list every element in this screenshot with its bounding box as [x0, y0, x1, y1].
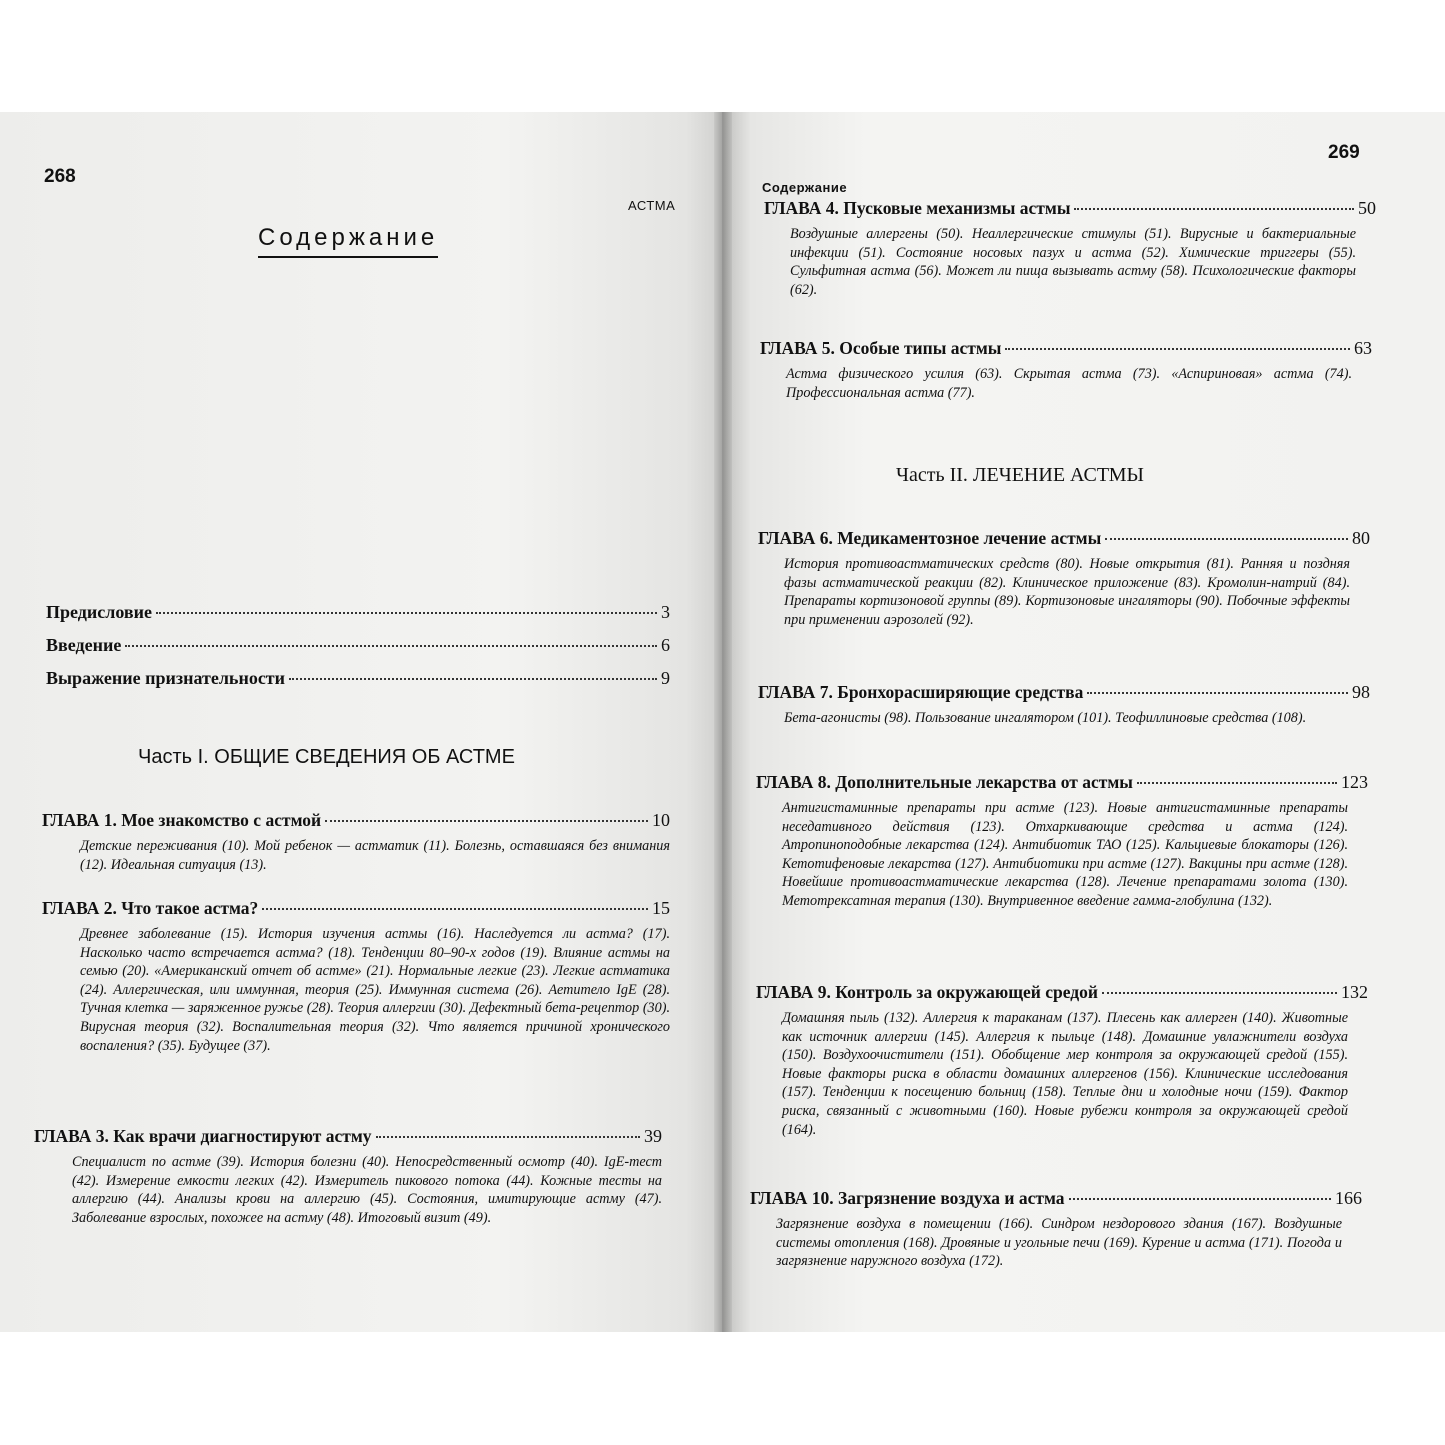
chapter-description: Домашняя пыль (132). Аллергия к тараканам (137). Плесень как аллерген (140). Животные как источник аллергии (145). Аллергия к пыльце (148). Домашние увлажнители воздуха (150). Воздухоочистители (151). Обобщение мер контроля за окружающей средой (155). Новые факторы риска в области домашних аллергенов (156). Клинические исследования (157). Тенденции к посещению больниц (158). Теплые дни и холодные ночи (159). Фактор риска, связанный с животными (160). Новые рубежи контроля за окружающей средой (164). — [782, 1010, 1348, 1138]
book-spread — [0, 112, 1445, 1332]
chapter-description: История противоастматических средств (80). Новые открытия (81). Ранняя и поздняя фазы астматической реакции (82). Клиническое приложение (83). Кромолин-натрий (84). Препараты кортизоновой группы (89). Кортизоновые ингаляторы (90). Побочные эффекты при применении аэрозолей (92). — [784, 556, 1350, 628]
page-number-left: 268 — [44, 166, 76, 187]
front-matter-label: Введение — [46, 635, 122, 655]
chapter-entry[interactable] — [42, 898, 670, 1055]
dot-leader — [1137, 782, 1337, 784]
chapter-title: ГЛАВА 9. Контроль за окружающей средой — [756, 982, 1098, 1002]
chapter-description: Древнее заболевание (15). История изучения астмы (16). Наследуется ли астма? (17). Насколько часто встречается астма? (18). Тенденции 80–90-х годов (19). Влияние астмы на семью (20). «Американский отчет об астме» (21). Нормальные легкие (23). Легкие астматика (24). Аллергическая, или иммунная, теория (25). Иммунная система (26). Аетитело IgE (28). Тучная клетка — заряженное ружье (28). Теория аллергии (30). Дефектный бета-рецептор (30). Вирусная теория (32). Воспалительная теория (32). Что является причиной хронического воспаления? (35). Будущее (37). — [80, 926, 670, 1054]
chapter-entry[interactable] — [42, 810, 670, 874]
chapter-description: Антигистаминные препараты при астме (123). Новые антигистаминные препараты неседативного действия (123). Отхаркивающие средства и астма (124). Атропиноподобные лекарства (124). Антибиотик ТАО (125). Кальциевые блокаторы (126). Кетотифеновые лекарства (127). Антибиотики при астме (127). Вакцины при астме (128). Новейшие противоастматические лекарства (128). Лечение препаратами золота (130). Метотрексатная терапия (130). Внутривенное введение гамма-глобулина (132). — [782, 800, 1348, 909]
chapter-title: ГЛАВА 7. Бронхорасширяющие средства — [758, 682, 1084, 702]
chapter-page: 166 — [1335, 1188, 1362, 1208]
chapter-page: 98 — [1352, 682, 1370, 702]
part-title-1: Часть I. ОБЩИЕ СВЕДЕНИЯ ОБ АСТМЕ — [138, 746, 515, 768]
chapter-title: ГЛАВА 8. Дополнительные лекарства от астмы — [756, 772, 1133, 792]
chapter-description: Воздушные аллергены (50). Неаллергические стимулы (51). Вирусные и бактериальные инфекции (51). Состояние носовых пазух и астма (52). Химические триггеры (55). Сульфитная астма (56). Может ли пища вызывать астму (58). Психологические факторы (62). — [790, 226, 1356, 298]
dot-leader — [376, 1136, 640, 1138]
front-matter-label: Выражение признательности — [46, 668, 286, 688]
dot-leader — [1087, 692, 1348, 694]
chapter-description: Детские переживания (10). Мой ребенок — астматик (11). Болезнь, оставшаяся без внимания (12). Идеальная ситуация (13). — [80, 838, 670, 873]
page-number-right: 269 — [1328, 142, 1360, 163]
running-head-right: Содержание — [762, 180, 848, 195]
dot-leader — [1069, 1198, 1332, 1200]
front-matter-item[interactable] — [46, 602, 670, 623]
chapter-entry[interactable] — [756, 772, 1368, 911]
dot-leader — [1102, 992, 1337, 994]
front-matter-label: Предисловие — [46, 602, 152, 622]
chapter-entry[interactable] — [760, 338, 1372, 402]
dot-leader — [1105, 538, 1348, 540]
chapter-description: Бета-агонисты (98). Пользование ингалятором (101). Теофиллиновые средства (108). — [784, 710, 1307, 726]
chapter-page: 123 — [1341, 772, 1368, 792]
running-head-left: АСТМА — [628, 198, 676, 213]
chapter-page: 132 — [1341, 982, 1368, 1002]
chapter-title: ГЛАВА 10. Загрязнение воздуха и астма — [750, 1188, 1065, 1208]
chapter-description: Специалист по астме (39). История болезни (40). Непосредственный осмотр (40). IgE-тест (42). Измерение емкости легких (42). Измеритель пикового потока (44). Кожные тесты на аллергию (44). Анализы крови на аллергию (45). Состояния, имитирующие астму (47). Заболевание взрослых, похожее на астму (48). Итоговый визит (49). — [72, 1154, 662, 1226]
chapter-entry[interactable] — [34, 1126, 662, 1227]
chapter-entry[interactable] — [758, 682, 1370, 728]
chapter-title: ГЛАВА 2. Что такое астма? — [42, 898, 259, 918]
toc-title: Содержание — [258, 224, 438, 258]
chapter-page: 63 — [1354, 338, 1372, 358]
chapter-page: 10 — [652, 810, 670, 830]
chapter-page: 15 — [652, 898, 670, 918]
chapter-entry[interactable] — [750, 1188, 1362, 1271]
front-matter-page: 6 — [661, 635, 670, 655]
chapter-entry[interactable] — [764, 198, 1376, 299]
chapter-entry[interactable] — [758, 528, 1370, 629]
dot-leader — [125, 645, 657, 647]
chapter-title: ГЛАВА 5. Особые типы астмы — [760, 338, 1002, 358]
front-matter-page: 3 — [661, 602, 670, 622]
front-matter-item[interactable] — [46, 635, 670, 656]
dot-leader — [156, 612, 657, 614]
front-matter-item[interactable] — [46, 668, 670, 689]
dot-leader — [289, 678, 657, 680]
dot-leader — [1005, 348, 1350, 350]
dot-leader — [1074, 208, 1354, 210]
chapter-title: ГЛАВА 3. Как врачи диагностируют астму — [34, 1126, 372, 1146]
chapter-page: 39 — [644, 1126, 662, 1146]
dot-leader — [262, 908, 648, 910]
chapter-entry[interactable] — [756, 982, 1368, 1139]
chapter-page: 50 — [1358, 198, 1376, 218]
chapter-title: ГЛАВА 1. Мое знакомство с астмой — [42, 810, 322, 830]
chapter-description: Загрязнение воздуха в помещении (166). Синдром нездорового здания (167). Воздушные системы отопления (168). Дровяные и угольные печи (169). Курение и астма (171). Погода и загрязнение наружного воздуха (172). — [776, 1216, 1342, 1270]
chapter-description: Астма физического усилия (63). Скрытая астма (73). «Аспириновая» астма (74). Профессиональная астма (77). — [786, 366, 1352, 401]
front-matter-page: 9 — [661, 668, 670, 688]
chapter-page: 80 — [1352, 528, 1370, 548]
part-title-2: Часть II. ЛЕЧЕНИЕ АСТМЫ — [896, 464, 1144, 486]
chapter-title: ГЛАВА 6. Медикаментозное лечение астмы — [758, 528, 1102, 548]
chapter-title: ГЛАВА 4. Пусковые механизмы астмы — [764, 198, 1071, 218]
book-gutter — [714, 112, 732, 1332]
right-page — [722, 112, 1445, 1332]
dot-leader — [325, 820, 648, 822]
left-page — [0, 112, 722, 1332]
